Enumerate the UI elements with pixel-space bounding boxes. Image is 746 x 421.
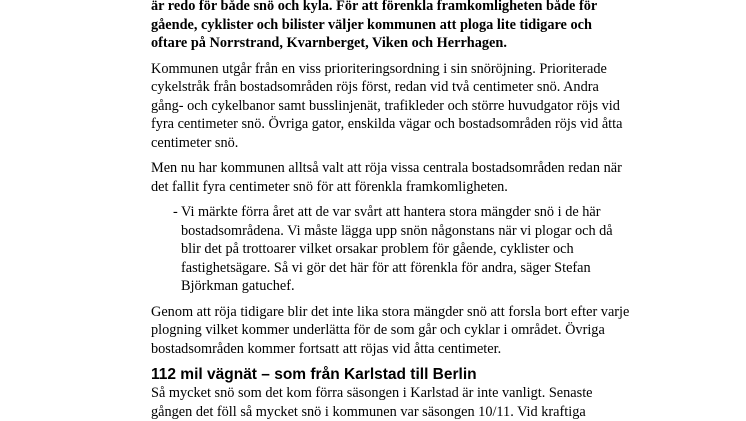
quote-block [151, 203, 631, 296]
section-heading: 112 mil vägnät – som från Karlstad till Berlin [151, 366, 477, 383]
quote-text: Vi märkte förra året att de var svårt att hantera stora mängder snö i de här bostadsområdena. Vi måste lägga upp snön någonstans när vi plogar och då blir det på trottoarer vilket orsakar problem för gående, cyklister och fastighetsägare. Så vi gör det här för att förenkla för andra, säger Stefan Björkman gatuchef. [181, 204, 613, 294]
body-paragraph-central-areas: Men nu har kommunen alltså valt att röja vissa centrala bostadsområden redan när det fallit fyra centimeter snö för att förenkla framkomligheten. [151, 160, 622, 195]
lead-paragraph: är redo för både snö och kyla. För att förenkla framkomligheten både för gående, cyklister och bilister väljer kommunen att ploga lite tidigare och oftare på Norrstrand, Kvarnberget, Viken och Herrhagen. [151, 0, 597, 51]
body-paragraph-after-quote: Genom att röja tidigare blir det inte lika stora mängder snö att forsla bort efter varje plogning vilket kommer underlätta för de som går och cyklar i området. Övriga bostadsområden kommer fortsatt att röjas vid åtta centimeter. [151, 303, 630, 357]
body-paragraph-priority: Kommunen utgår från en viss prioriteringsordning i sin snöröjning. Prioriterade cykelstråk från bostadsområden röjs först, redan vid två centimeter snö. Andra gång- och cykelbanor samt busslinjenät, trafikleder och större huvudgator röjs vid fyra centimeter snö. Övriga gator, enskilda vägar och bostadsområden röjs vid åtta centimeter snö. [151, 60, 623, 151]
quote-dash: - [173, 204, 178, 220]
document-page [151, 0, 631, 421]
body-paragraph-last: Så mycket snö som det kom förra säsongen i Karlstad är inte vanligt. Senaste gången det föll så mycket snö i kommunen var säsongen 10/11. Vid kraftiga [151, 385, 593, 420]
